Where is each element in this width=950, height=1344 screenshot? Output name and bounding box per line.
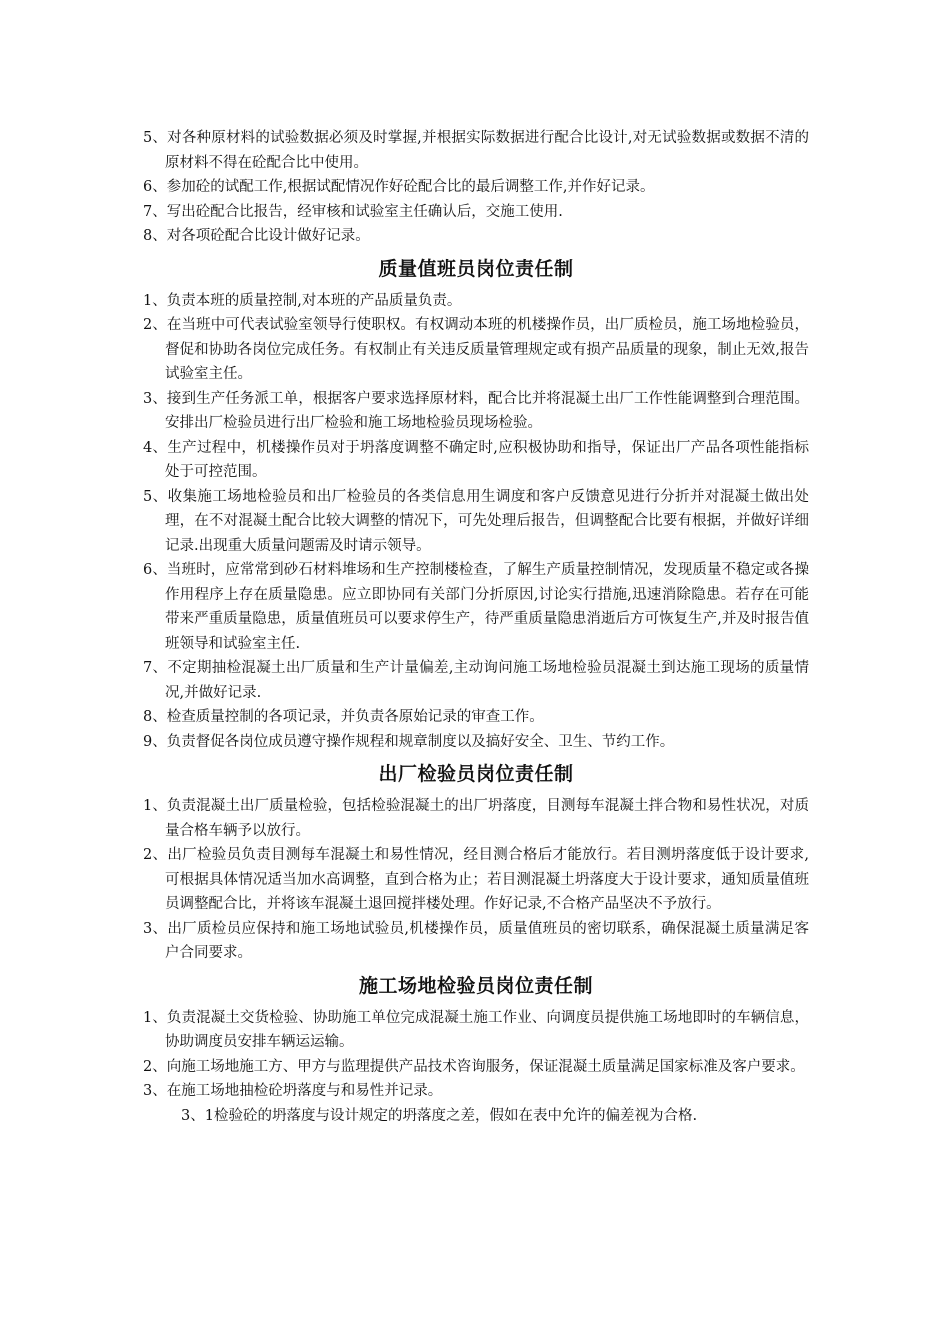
duty-officer-list bbox=[143, 289, 809, 755]
list-item: 7、不定期抽检混凝土出厂质量和生产计量偏差,主动询问施工场地检验员混凝土到达施工现场的质量情况,并做好记录. bbox=[143, 660, 809, 701]
document-body bbox=[143, 126, 809, 1128]
sub-list-item: 3、1检验砼的坍落度与设计规定的坍落度之差，假如在表中允许的偏差视为合格. bbox=[181, 1107, 698, 1124]
list-item: 5、对各种原材料的试验数据必须及时掌握,并根据实际数据进行配合比设计,对无试验数据或数据不清的原材料不得在砼配合比中使用。 bbox=[143, 130, 809, 171]
list-item: 1、负责混凝土交货检验、协助施工单位完成混凝土施工作业、向调度员提供施工场地即时的车辆信息，协助调度员安排车辆运运输。 bbox=[143, 1009, 809, 1050]
outgoing-inspector-list bbox=[143, 794, 809, 966]
site-inspector-list bbox=[143, 1006, 809, 1129]
list-item: 1、负责混凝土出厂质量检验，包括检验混凝土的出厂坍落度，目测每车混凝土拌合物和易性状况，对质量合格车辆予以放行。 bbox=[143, 798, 809, 839]
list-item: 7、写出砼配合比报告，经审核和试验室主任确认后，交施工使用. bbox=[143, 203, 563, 220]
list-item: 3、在施工场地抽检砼坍落度与和易性并记录。 bbox=[143, 1083, 443, 1099]
list-item: 3、出厂质检员应保持和施工场地试验员,机楼操作员，质量值班员的密切联系，确保混凝土质量满足客户合同要求。 bbox=[143, 920, 809, 961]
list-item: 5、收集施工场地检验员和出厂检验员的各类信息用生调度和客户反馈意见进行分折并对混凝土做出处理，在不对混凝土配合比较大调整的情况下，可先处理后报告，但调整配合比要有根据，并做好详细记录.出现重大质量问题需及时请示领导。 bbox=[143, 488, 809, 554]
section-title-outgoing-inspector: 出厂检验员岗位责任制 bbox=[378, 763, 574, 785]
list-item: 4、生产过程中，机楼操作员对于坍落度调整不确定时,应积极协助和指导，保证出厂产品各项性能指标处于可控范围。 bbox=[143, 439, 809, 480]
list-item: 2、出厂检验员负责目测每车混凝土和易性情况，经目测合格后才能放行。若目测坍落度低于设计要求,可根据具体情况适当加水高调整，直到合格为止；若目测混凝土坍落度大于设计要求，通知质量值班员调整配合比，并将该车混凝土退回搅拌楼处理。作好记录,不合格产品坚决不予放行。 bbox=[143, 847, 809, 912]
list-item: 8、对各项砼配合比设计做好记录。 bbox=[143, 228, 370, 244]
list-item: 2、向施工场地施工方、甲方与监理提供产品技术咨询服务，保证混凝土质量满足国家标准及客户要求。 bbox=[143, 1058, 805, 1075]
section-title-duty-officer: 质量值班员岗位责任制 bbox=[378, 257, 574, 280]
list-item: 6、当班时，应常常到砂石材料堆场和生产控制楼检查，了解生产质量控制情况，发现质量不稳定或各操作用程序上存在质量隐患。应立即协同有关部门分折原因,讨论实行措施,迅速消除隐患。若存在可能带来严重质量隐患，质量值班员可以要求停生产，待严重质量隐患消逝后方可恢复生产,并及时报告值班领导和试验室主任. bbox=[143, 562, 809, 652]
list-item: 9、负责督促各岗位成员遵守操作规程和规章制度以及搞好安全、卫生、节约工作。 bbox=[143, 733, 675, 750]
list-item: 6、参加砼的试配工作,根据试配情况作好砼配合比的最后调整工作,并作好记录。 bbox=[143, 179, 655, 195]
intro-list bbox=[143, 126, 809, 249]
list-item: 3、接到生产任务派工单，根据客户要求选择原材料，配合比并将混凝土出厂工作性能调整到合理范围。安排出厂检验员进行出厂检验和施工场地检验员现场检验。 bbox=[143, 390, 809, 431]
list-item: 1、负责本班的质量控制,对本班的产品质量负责。 bbox=[143, 292, 462, 309]
list-item: 8、检查质量控制的各项记录，并负责各原始记录的审查工作。 bbox=[143, 709, 544, 725]
list-item: 2、在当班中可代表试验室领导行使职权。有权调动本班的机楼操作员，出厂质检员，施工场地检验员，督促和协助各岗位完成任务。有权制止有关违反质量管理规定或有损产品质量的现象，制止无效,报告试验室主任。 bbox=[143, 317, 809, 382]
section-title-site-inspector: 施工场地检验员岗位责任制 bbox=[358, 974, 593, 997]
